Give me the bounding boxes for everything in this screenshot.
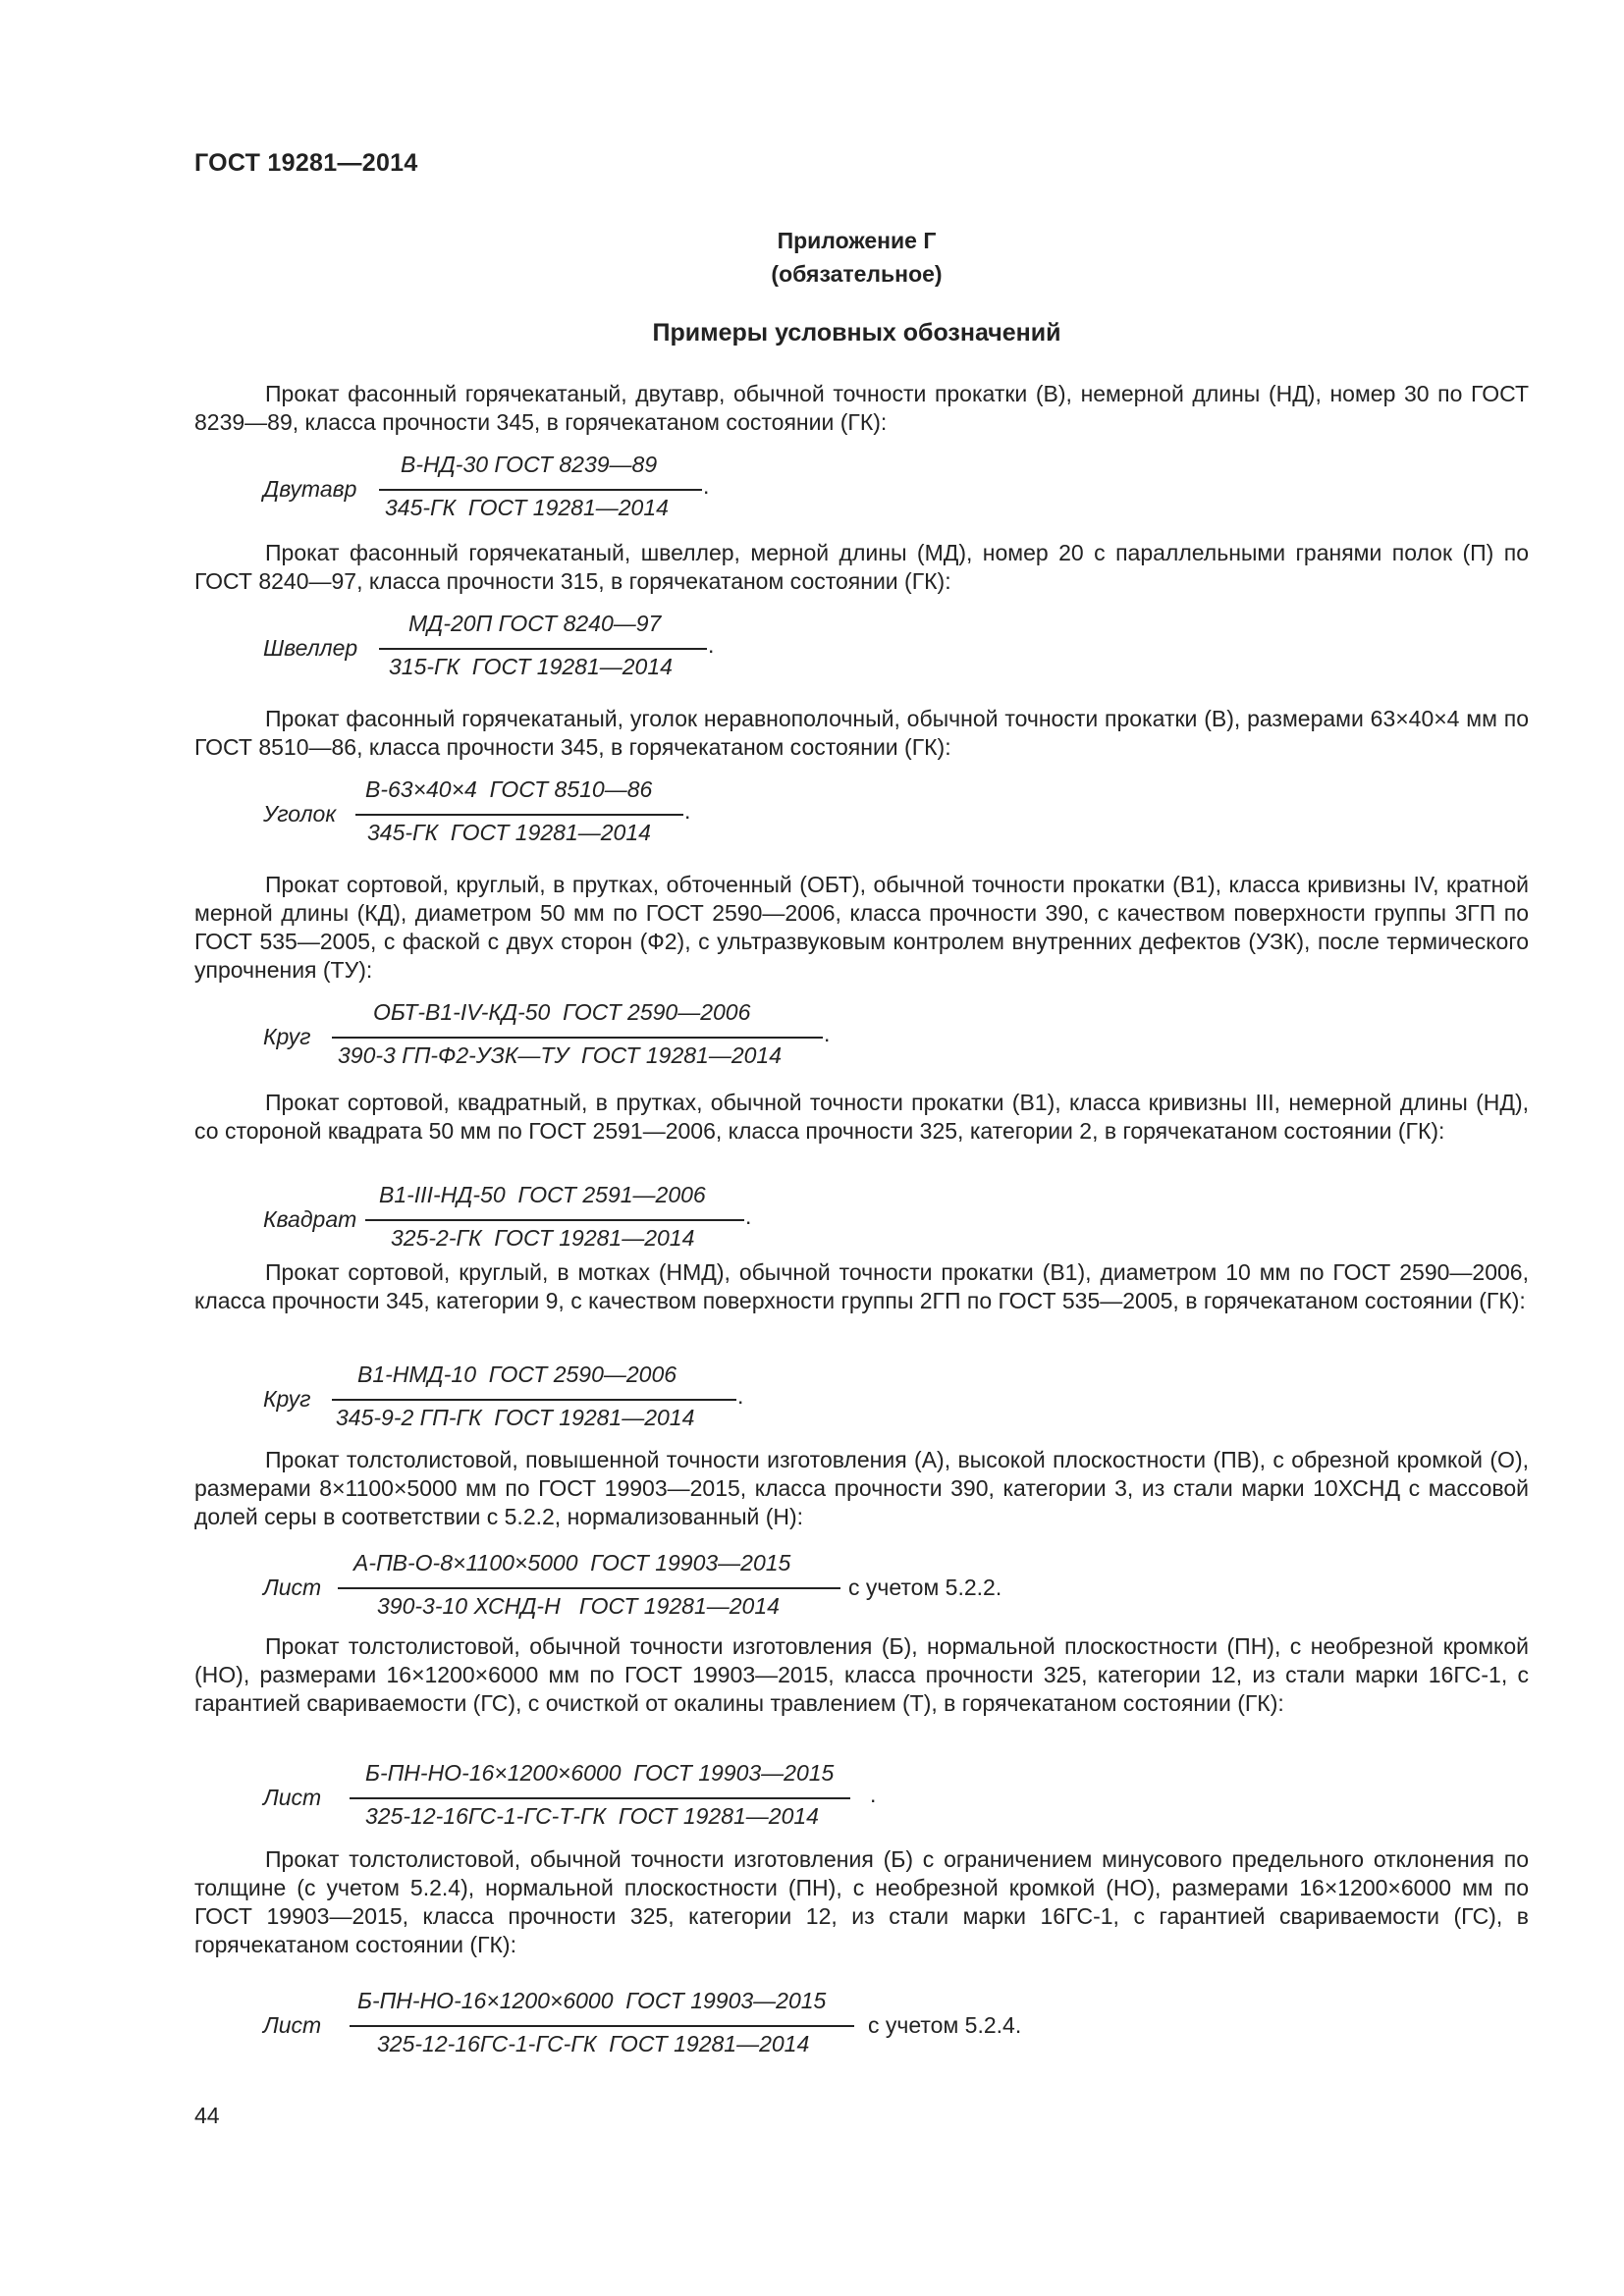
formula-label: Круг: [263, 1024, 311, 1049]
formula: [263, 1988, 1049, 2062]
fraction-line: [355, 814, 683, 816]
paragraph: Прокат сортовой, круглый, в прутках, обточенный (ОБТ), обычной точности прокатки (В1), класса кривизны IV, кратной мерной длины (КД), диаметром 50 мм по ГОСТ 2590—2006, класса прочности 390, с качеством поверхности группы 3ГП по ГОСТ 535—2005, с фаской с двух сторон (Ф2), с ультразвуковым контролем внутренних дефектов (УЗК), после термического упрочнения (ТУ):: [194, 872, 1529, 983]
paragraph: Прокат фасонный горячекатаный, двутавр, обычной точности прокатки (В), немерной длины (НД), номер 30 по ГОСТ 8239—89, класса прочности 345, в горячекатаном состоянии (ГК):: [194, 381, 1529, 435]
formula-end: .: [824, 1021, 831, 1046]
paragraph: Прокат толстолистовой, повышенной точности изготовления (А), высокой плоскостности (ПВ), с обрезной кромкой (О), размерами 8×1100×5000 мм по ГОСТ 19903—2015, класса прочности 390, категории 3, из стали марки 10ХСНД с массовой долей серы в соответствии с 5.2.2, нормализованный (Н):: [194, 1447, 1529, 1529]
section-title: Примеры условных обозначений: [652, 319, 1061, 347]
formula-denominator: 390-3-10 ХСНД-Н ГОСТ 19281—2014: [377, 1593, 780, 1619]
formula-denominator: 315-ГК ГОСТ 19281—2014: [389, 654, 673, 679]
formula-end: .: [745, 1203, 752, 1229]
formula-numerator: В1-НМД-10 ГОСТ 2590—2006: [357, 1362, 677, 1387]
formula: [263, 999, 852, 1074]
formula: [263, 1362, 774, 1436]
formula-numerator: А-ПВ-О-8×1100×5000 ГОСТ 19903—2015: [353, 1550, 791, 1575]
formula-label: Круг: [263, 1386, 311, 1412]
paragraph: Прокат фасонный горячекатаный, швеллер, мерной длины (МД), номер 20 с параллельными гранями полок (П) по ГОСТ 8240—97, класса прочности 315, в горячекатаном состоянии (ГК):: [194, 540, 1529, 594]
formula-note: с учетом 5.2.4.: [868, 2012, 1022, 2038]
formula-label: Квадрат: [263, 1206, 357, 1232]
formula-label: Лист: [263, 1575, 322, 1600]
formula-label: Швеллер: [263, 635, 358, 661]
formula-denominator: 390-3 ГП-Ф2-УЗК—ТУ ГОСТ 19281—2014: [338, 1042, 782, 1068]
formula-note: с учетом 5.2.2.: [848, 1575, 1002, 1600]
formula-label: Двутавр: [263, 476, 357, 502]
formula-denominator: 325-2-ГК ГОСТ 19281—2014: [391, 1225, 695, 1251]
formula-numerator: Б-ПН-НО-16×1200×6000 ГОСТ 19903—2015: [365, 1760, 835, 1786]
appendix-status: (обязательное): [771, 261, 943, 287]
formula-numerator: В1-III-НД-50 ГОСТ 2591—2006: [379, 1182, 706, 1207]
formula-denominator: 345-ГК ГОСТ 19281—2014: [385, 495, 669, 520]
formula-label: Лист: [263, 1785, 322, 1810]
paragraph: Прокат сортовой, квадратный, в прутках, обычной точности прокатки (В1), класса кривизны III, немерной длины (НД), со стороной квадрата 50 мм по ГОСТ 2591—2006, класса прочности 325, категории 2, в горячекатаном состоянии (ГК):: [194, 1090, 1529, 1144]
formula-end: .: [703, 473, 710, 499]
formula-end: .: [708, 632, 715, 658]
document-header: ГОСТ 19281—2014: [194, 149, 418, 177]
fraction-line: [332, 1399, 736, 1401]
fraction-line: [338, 1587, 840, 1589]
formula-end: .: [870, 1782, 877, 1807]
formula: [263, 452, 715, 526]
formula: [263, 1550, 1049, 1625]
appendix-heading: [0, 224, 1624, 291]
page-number: 44: [194, 2103, 220, 2128]
formula: [263, 1760, 950, 1835]
formula-denominator: 345-ГК ГОСТ 19281—2014: [367, 820, 651, 845]
fraction-line: [379, 648, 707, 650]
formula-numerator: МД-20П ГОСТ 8240—97: [408, 611, 662, 636]
formula: [263, 776, 715, 851]
paragraph: Прокат сортовой, круглый, в мотках (НМД), обычной точности прокатки (В1), диаметром 10 мм по ГОСТ 2590—2006, класса прочности 345, категории 9, с качеством поверхности группы 2ГП по ГОСТ 535—2005, в горячекатаном состоянии (ГК):: [194, 1259, 1529, 1313]
formula-end: .: [684, 798, 691, 824]
formula-numerator: Б-ПН-НО-16×1200×6000 ГОСТ 19903—2015: [357, 1988, 827, 2013]
formula: [263, 1182, 774, 1256]
paragraph: Прокат толстолистовой, обычной точности изготовления (Б), нормальной плоскостности (ПН), с необрезной кромкой (НО), размерами 16×1200×6000 мм по ГОСТ 19903—2015, класса прочности 325, категории 12, из стали марки 16ГС-1, с гарантией свариваемости (ГС), с очисткой от окалины травлением (Т), в горячекатаном состоянии (ГК):: [194, 1633, 1529, 1716]
fraction-line: [350, 1797, 850, 1799]
formula-denominator: 345-9-2 ГП-ГК ГОСТ 19281—2014: [336, 1405, 695, 1430]
fraction-line: [350, 2025, 854, 2027]
paragraph: Прокат толстолистовой, обычной точности изготовления (Б) с ограничением минусового предельного отклонения по толщине (с учетом 5.2.4), нормальной плоскостности (ПН), с необрезной кромкой (НО), размерами 16×1200×6000 мм по ГОСТ 19903—2015, класса прочности 325, категории 12, из стали марки 16ГС-1, с гарантией свариваемости (ГС), в горячекатаном состоянии (ГК):: [194, 1846, 1529, 1957]
formula-label: Уголок: [263, 801, 337, 827]
formula-label: Лист: [263, 2012, 322, 2038]
formula-numerator: В-НД-30 ГОСТ 8239—89: [401, 452, 658, 477]
formula-denominator: 325-12-16ГС-1-ГС-ГК ГОСТ 19281—2014: [377, 2031, 810, 2056]
paragraph: Прокат фасонный горячекатаный, уголок неравнополочный, обычной точности прокатки (В), размерами 63×40×4 мм по ГОСТ 8510—86, класса прочности 345, в горячекатаном состоянии (ГК):: [194, 706, 1529, 760]
formula-numerator: В-63×40×4 ГОСТ 8510—86: [365, 776, 653, 802]
fraction-line: [332, 1037, 823, 1039]
appendix-title: Приложение Г: [777, 228, 937, 253]
formula-denominator: 325-12-16ГС-1-ГС-Т-ГК ГОСТ 19281—2014: [365, 1803, 819, 1829]
formula: [263, 611, 725, 685]
formula-numerator: ОБТ-В1-IV-КД-50 ГОСТ 2590—2006: [373, 999, 751, 1025]
fraction-line: [365, 1219, 744, 1221]
fraction-line: [379, 489, 702, 491]
formula-end: .: [737, 1383, 744, 1409]
